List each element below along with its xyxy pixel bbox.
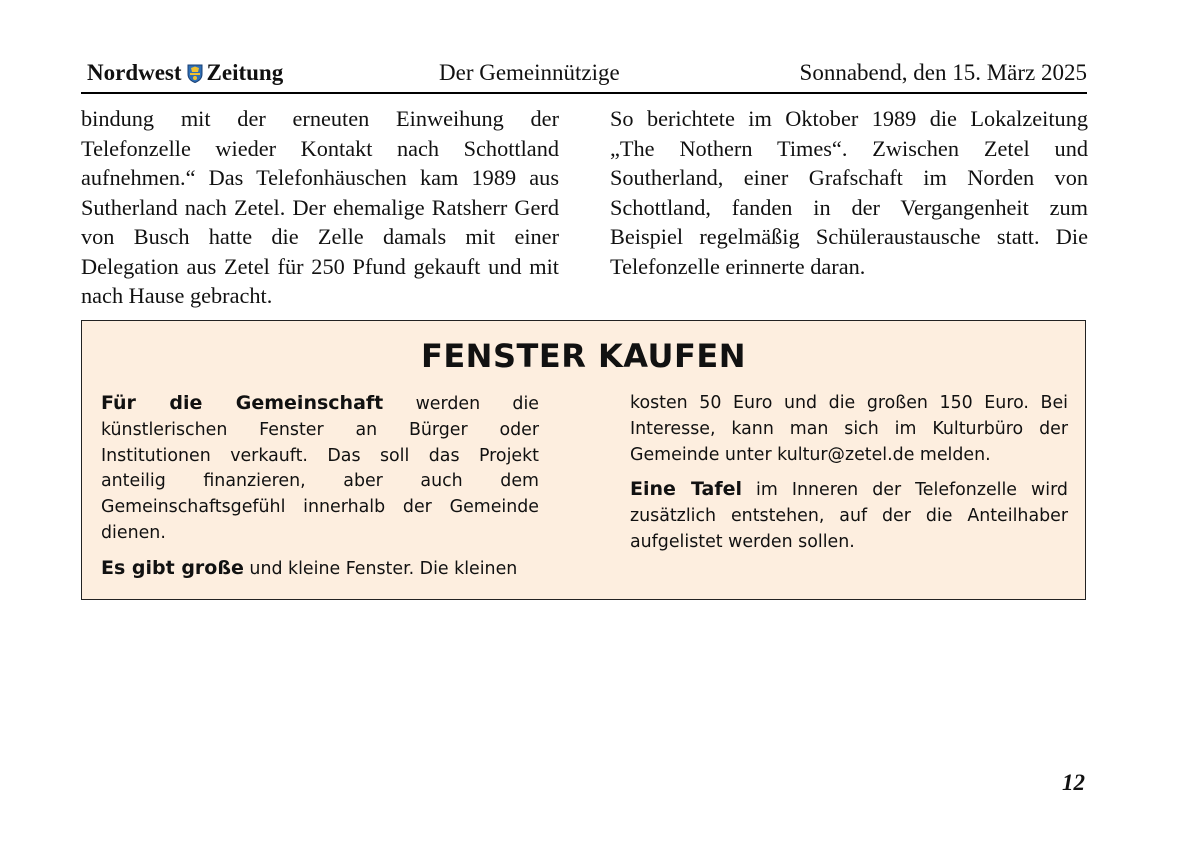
info-paragraph-3-text: im Inneren der Telefonzelle wird zusätzlich entstehen, auf der die Anteilhaber aufgelistet werden sollen.: [630, 480, 1068, 552]
info-paragraph-1-text: werden die künstlerischen Fenster an Bürger oder Institutionen verkauft. Das soll das Projekt anteilig finanzieren, aber auch dem Gemeinschaftsgefühl innerhalb der Gemeinde dienen.: [101, 394, 539, 543]
info-paragraph-3: [630, 477, 1068, 555]
page-header: [81, 58, 1087, 94]
info-paragraph-3-lead: Eine Tafel: [630, 478, 743, 501]
info-box-column-right: [630, 391, 1068, 556]
newspaper-masthead: [87, 60, 283, 86]
info-box-column-left: [101, 391, 539, 583]
article-column-right: So berichtete im Oktober 1989 die Lokalzeitung „The Nothern Times“. Zwischen Zetel und Southerland, einer Grafschaft im Norden von Schottland, fanden in der Vergangenheit zum Beispiel regelmäßig Schüleraustausche statt. Die Telefonzelle erinnerte daran.: [610, 106, 1088, 279]
section-name: Der Gemeinnützige: [439, 60, 620, 85]
masthead-left: Nordwest: [87, 60, 182, 85]
issue-date: Sonnabend, den 15. März 2025: [799, 60, 1087, 85]
info-paragraph-2: [101, 556, 539, 583]
coat-of-arms-icon: [187, 64, 203, 83]
info-paragraph-2-text: und kleine Fenster. Die kleinen: [243, 558, 518, 579]
info-box: [81, 320, 1086, 600]
info-paragraph-1-lead: Für die Gemeinschaft: [101, 392, 384, 414]
page-number: 12: [1062, 770, 1085, 795]
info-paragraph-1: [101, 391, 539, 547]
article-column-left: bindung mit der erneuten Einweihung der Telefonzelle wieder Kontakt nach Schottland aufnehmen.“ Das Telefonhäuschen kam 1989 aus Sutherland nach Zetel. Der ehemalige Ratsherr Gerd von Busch hatte die Zelle damals mit einer Delegation aus Zetel für 250 Pfund gekauft und mit nach Hause gebracht.: [81, 106, 559, 308]
info-paragraph-2-continued: kosten 50 Euro und die großen 150 Euro. Bei Interesse, kann man sich im Kulturbüro der Gemeinde unter kultur@zetel.de melden.: [630, 393, 1068, 465]
masthead-right: Zeitung: [206, 60, 284, 85]
info-paragraph-2-lead: Es gibt große: [101, 556, 244, 579]
info-box-title: FENSTER KAUFEN: [420, 337, 747, 375]
